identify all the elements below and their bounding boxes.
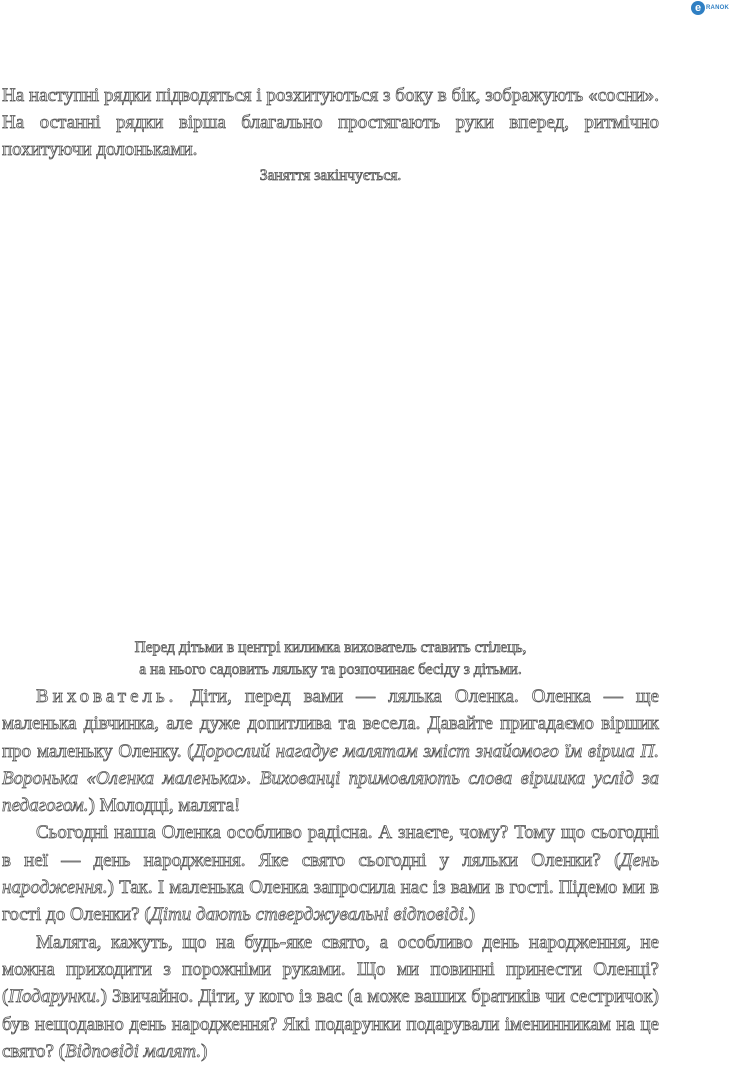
paragraph-2 xyxy=(2,819,659,928)
paragraph-2-text-2: ) Так. І маленька Оленка запросила нас із вами в гості. Підемо ми в гості до Оленки? ( xyxy=(2,877,659,926)
paragraph-3-text-1: Малята, кажуть, що на будь-яке свято, а особливо день народження, не можна приходити з порожніми руками. Що ми повинні принести Оленці? ( xyxy=(2,931,659,1008)
speaker-label: Вихователь. xyxy=(36,686,178,707)
paragraph-3-answer-1: Подарунки. xyxy=(8,986,101,1008)
paragraph-3 xyxy=(2,929,659,1065)
dialogue-block xyxy=(2,683,659,1065)
logo-wordmark: RANOK xyxy=(706,5,729,11)
end-note: Заняття закінчується. xyxy=(259,167,402,184)
paragraph-3-text-3: ) xyxy=(201,1040,208,1062)
top-paragraph: На наступні рядки підводяться і розхитуються з боку в бік, зображують «сосни». На останні рядки вірша благально простягають руки вперед, ритмічно похитуючи долоньками. xyxy=(2,85,659,160)
paragraph-1-stage-direction: Дорослий нагадує малятам зміст знайомого їм вірша П. Воронька «Оленка маленька». Вихованці примовляють слова віршика услід за педагогом. xyxy=(2,740,659,817)
top-paragraph-block xyxy=(2,82,659,163)
paragraph-1-text-1: Діти, перед вами — лялька Оленка. Оленка — ще маленька дівчинка, але дуже допитлива та весела. Давайте пригадаємо віршик про маленьку Оленку. ( xyxy=(2,686,659,762)
intro-note-line-2: а на нього садовить ляльку та розпочинає бесіду з дітьми. xyxy=(139,661,522,678)
paragraph-2-answer-1: День народження. xyxy=(2,849,659,899)
paragraph-2-answer-2: Діти дають стверджувальні відповіді. xyxy=(150,904,469,926)
paragraph-2-text-3: ) xyxy=(468,904,476,926)
paragraph-1 xyxy=(2,683,659,819)
logo-mark-icon: e xyxy=(691,1,705,15)
paragraph-1-text-2: ) Молодці, малята! xyxy=(88,795,241,817)
intro-note xyxy=(0,637,661,681)
paragraph-3-answer-2: Відповіді малят. xyxy=(64,1040,202,1062)
paragraph-2-text-1: Сьогодні наша Оленка особливо радісна. А знаєте, чому? Тому що сьогодні в неї — день народження. Яке свято сьогодні у ляльки Оленки? ( xyxy=(2,822,659,871)
intro-note-line-1: Перед дітьми в центрі килимка вихователь ставить стілець, xyxy=(134,639,527,656)
publisher-logo xyxy=(691,1,729,15)
paragraph-3-text-2: ) Звичайно. Діти, у кого із вас (а може ваших братиків чи сестричок) був нещодавно день народження? Які подарунки подарували іменинникам на це свято? ( xyxy=(2,986,659,1062)
